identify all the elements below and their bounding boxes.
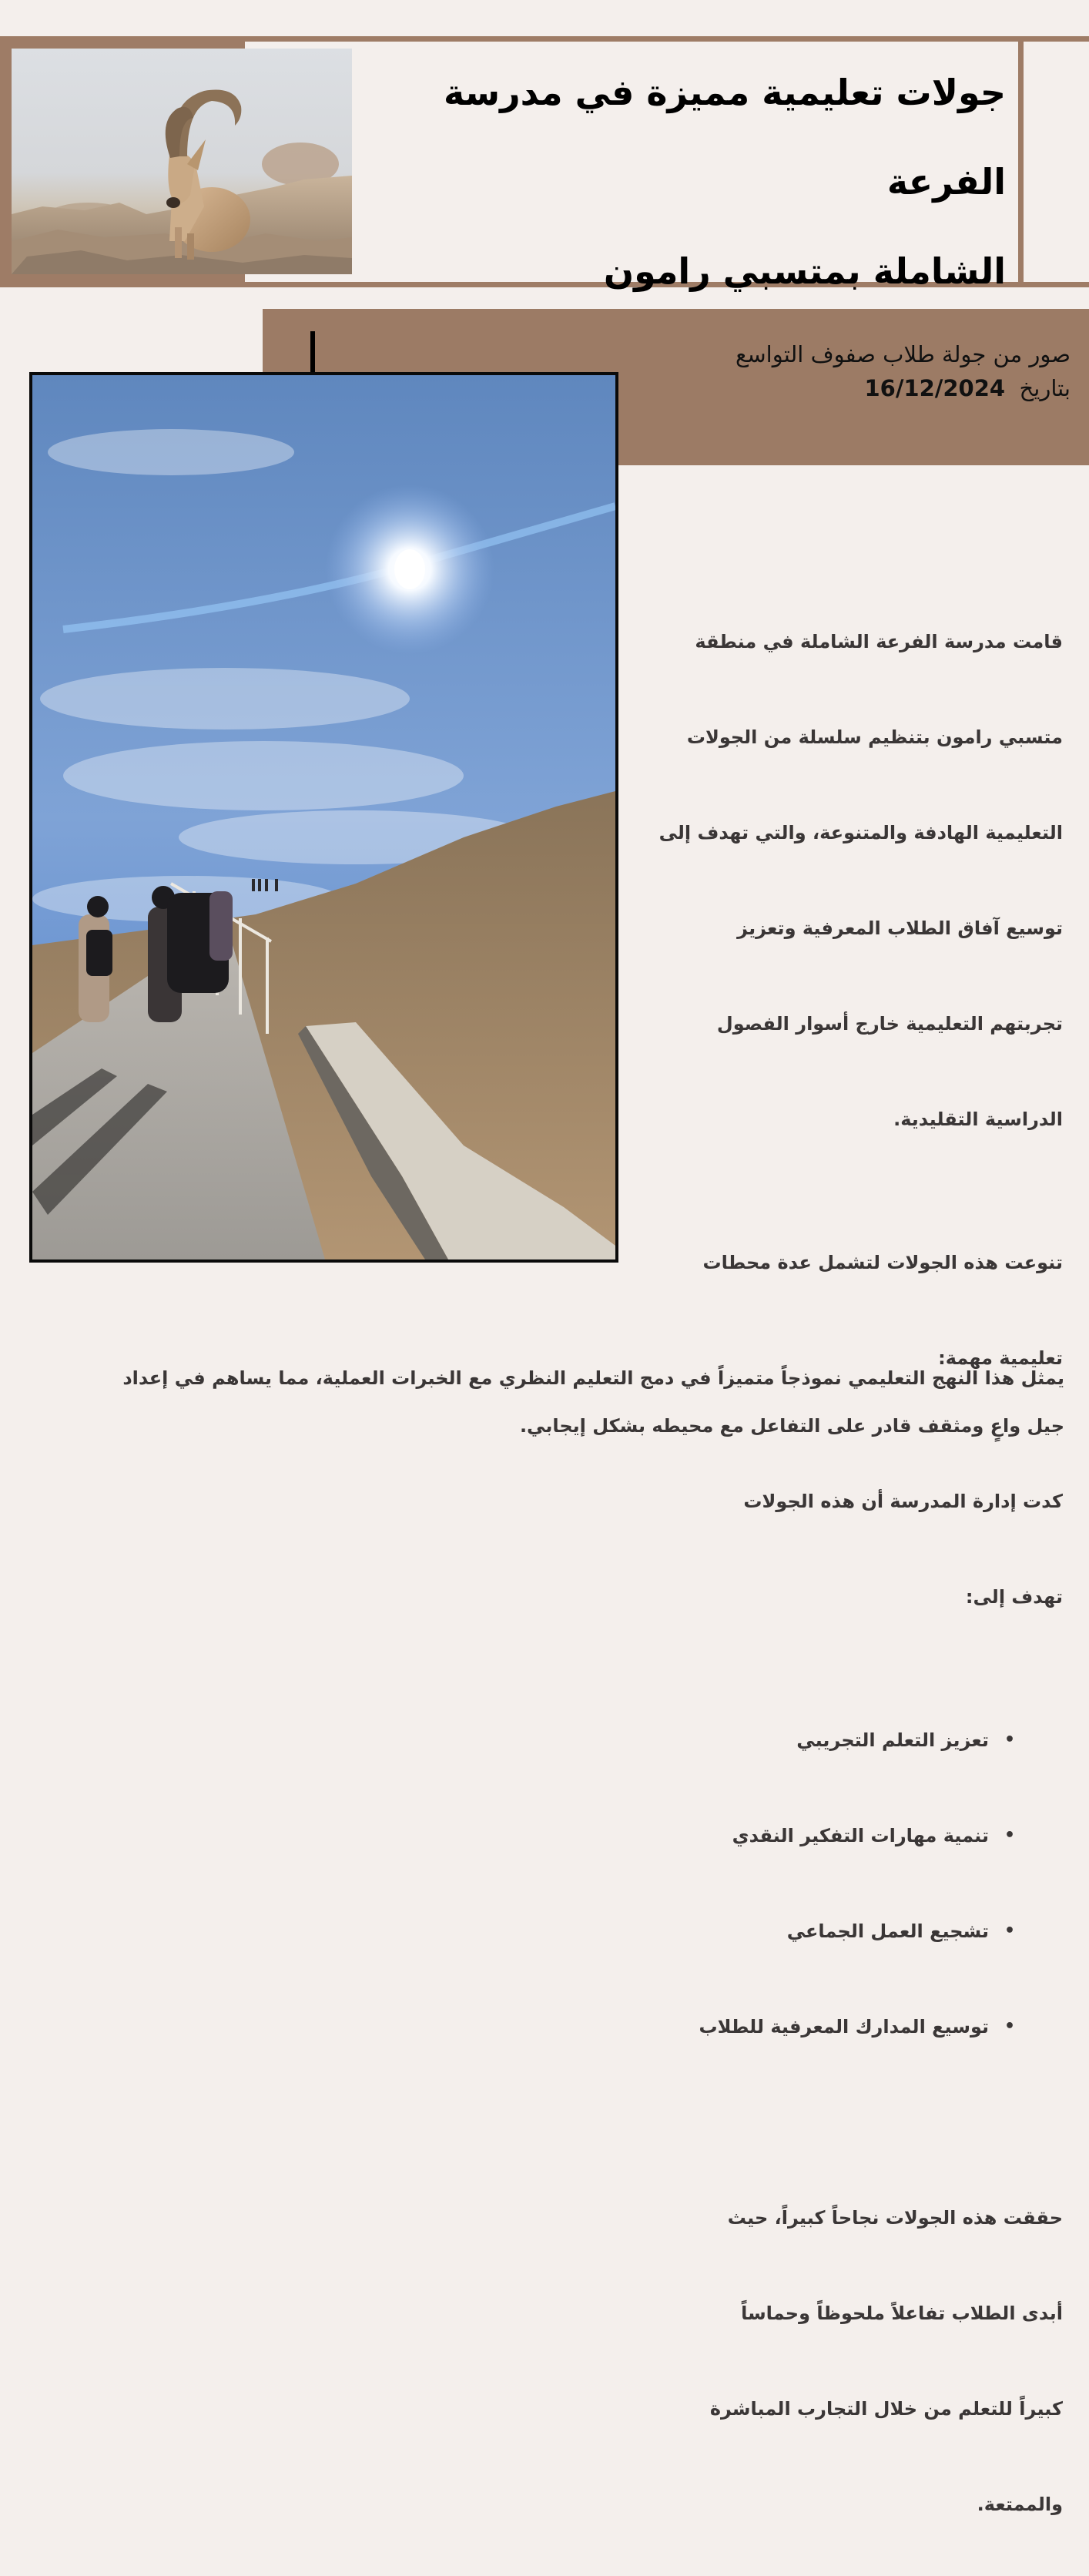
list-item-text: توسيع المدارك المعرفية للطلاب: [699, 2016, 989, 2038]
ibex-photo: [12, 49, 352, 274]
intro-line: متسبي رامون بتنظيم سلسلة من الجولات: [686, 726, 1063, 748]
goals-line: كدت إدارة المدرسة أن هذه الجولات: [743, 1491, 1063, 1512]
list-item: [632, 1812, 1015, 1860]
success-line: والممتعة.: [977, 2494, 1063, 2515]
intro-paragraph: [632, 570, 1063, 1143]
list-item: [632, 2003, 1015, 2051]
intro-line: قامت مدرسة الفرعة الشاملة في منطقة: [695, 631, 1063, 652]
variety-line: تنوعت هذه الجولات لتشمل عدة محطات: [702, 1252, 1063, 1273]
intro-line: الدراسية التقليدية.: [893, 1109, 1063, 1130]
bullet-icon: •: [1004, 1730, 1015, 1749]
title-line-1: جولات تعليمية مميزة في مدرسة الفرعة: [443, 72, 1006, 203]
list-item-text: تعزيز التعلم التجريبي: [796, 1729, 989, 1751]
success-line: حققت هذه الجولات نجاحاً كبيراً، حيث: [727, 2207, 1063, 2229]
page-title: [313, 48, 1006, 316]
bullet-icon: •: [1004, 1826, 1015, 1845]
conclusion-line-1: يمثل هذا النهج التعليمي نموذجاً متميزاً في دمج التعليم النظري مع الخبرات العملية، مما يساهم في إعداد: [122, 1367, 1064, 1389]
intro-line: تجربتهم التعليمية خارج أسوار الفصول: [716, 1013, 1063, 1035]
goals-paragraph: [632, 1430, 1063, 1621]
caption-date: 16/12/2024: [864, 375, 1006, 401]
variety-paragraph: [632, 1191, 1063, 1382]
goals-line: تهدف إلى:: [965, 1586, 1063, 1608]
success-paragraph: [632, 2146, 1063, 2528]
conclusion-line-2: جيل واعٍ ومثقف قادر على التفاعل مع محيطه بشكل إيجابي.: [519, 1415, 1064, 1437]
success-line: أبدى الطلاب تفاعلاً ملحوظاً وحماساً: [741, 2303, 1063, 2324]
list-item: [632, 1716, 1015, 1764]
conclusion-paragraph: [46, 1354, 1064, 1450]
caption-line-1: صور من جولة طلاب صفوف التواسع: [735, 341, 1071, 367]
trip-photo-icon: [32, 375, 615, 1259]
ibex-icon: [12, 49, 352, 274]
title-line-2: الشاملة بمتسبي رامون: [603, 250, 1006, 292]
bullet-icon: •: [1004, 1921, 1015, 1940]
caption-date-prefix: بتاريخ: [1019, 375, 1071, 401]
intro-line: التعليمية الهادفة والمتنوعة، والتي تهدف إلى: [658, 822, 1063, 844]
goals-list: [632, 1669, 1063, 2098]
list-item: [632, 1907, 1015, 1955]
article-body: [632, 522, 1063, 2576]
list-item-text: تشجيع العمل الجماعي: [786, 1920, 989, 1942]
bullet-icon: •: [1004, 2017, 1015, 2036]
list-item-text: تنمية مهارات التفكير النقدي: [732, 1825, 989, 1846]
header-right-divider: [1018, 36, 1024, 287]
intro-line: توسيع آفاق الطلاب المعرفية وتعزيز: [737, 917, 1063, 939]
success-line: كبيراً للتعلم من خلال التجارب المباشرة: [709, 2398, 1063, 2420]
variety-line: تعليمية مهمة:: [938, 1347, 1063, 1369]
trip-photo: [29, 372, 618, 1263]
